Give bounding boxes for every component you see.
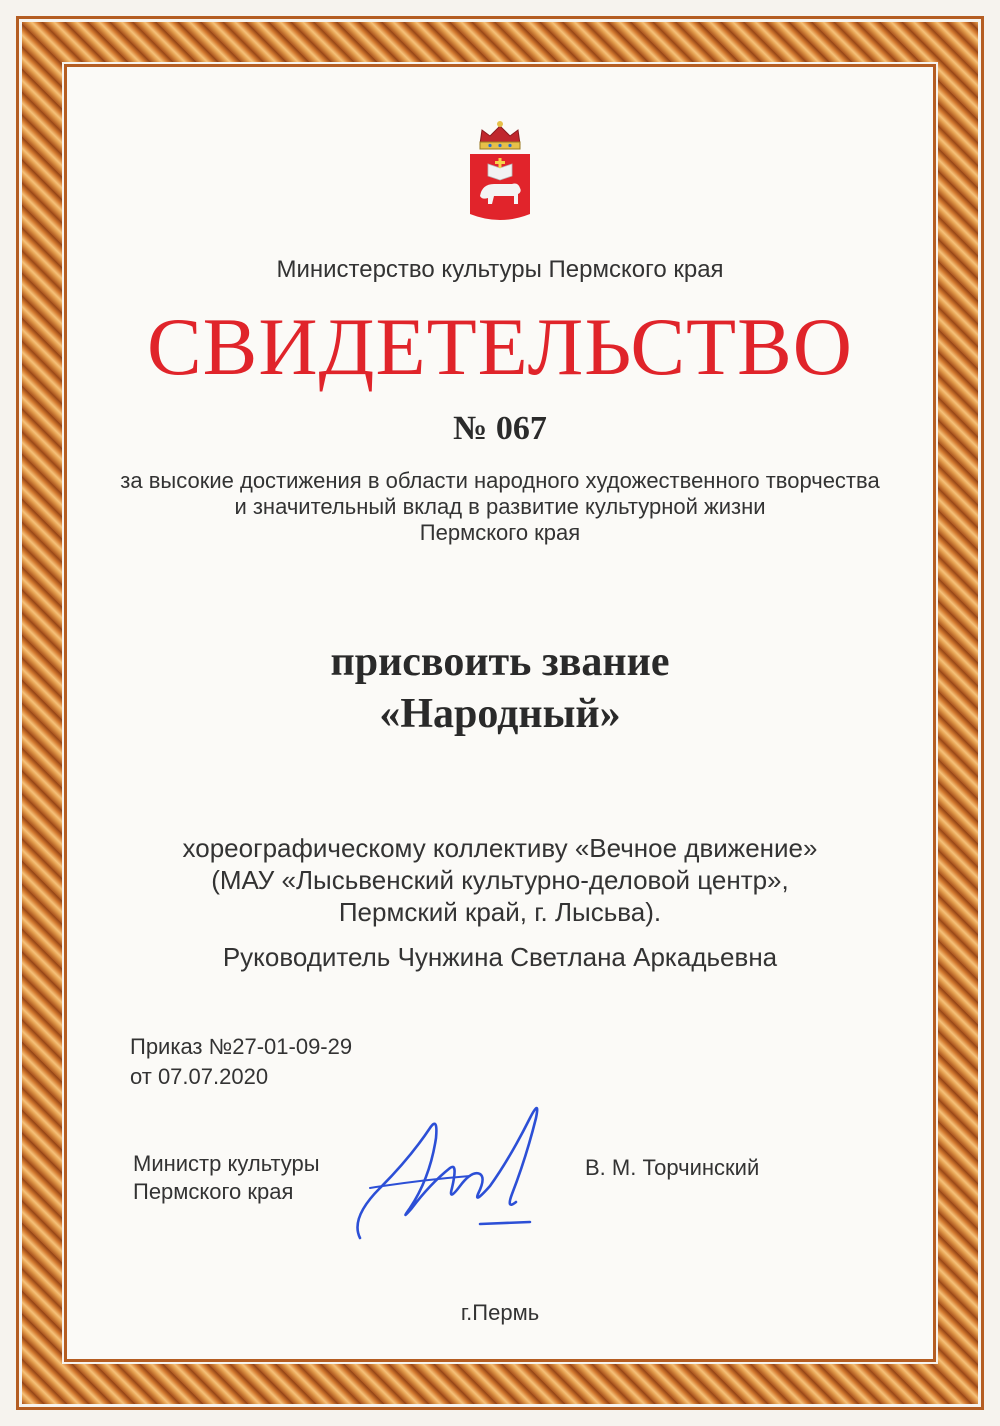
city-footer: г.Пермь — [460, 1300, 540, 1325]
recipient-block — [0, 832, 1000, 928]
ministry-name: Министерство культуры Пермского края — [276, 256, 724, 283]
award-reason — [0, 468, 1000, 546]
order-number: Приказ №27-01-09-29 — [130, 1034, 353, 1059]
award-statement — [0, 636, 1000, 740]
award-title: «Народный» — [379, 691, 621, 737]
order-date: от 07.07.2020 — [130, 1064, 269, 1089]
reason-line-3: Пермского края — [419, 520, 581, 545]
certificate-number: № 067 — [453, 410, 547, 447]
signatory-position-line-1: Министр культуры — [133, 1151, 320, 1176]
recipient-line-3: Пермский край, г. Лысьва). — [338, 897, 662, 927]
signatory-name: В. М. Торчинский — [585, 1155, 760, 1180]
recipient-head: Руководитель Чунжина Светлана Аркадьевна — [222, 942, 778, 972]
coat-of-arms-emblem — [464, 118, 536, 228]
recipient-line-2: (МАУ «Лысьвенский культурно-деловой центр», — [211, 865, 789, 895]
handwritten-signature — [340, 1098, 590, 1248]
reason-line-2: и значительный вклад в развитие культурной жизни — [234, 494, 766, 519]
award-line-1: присвоить звание — [330, 639, 670, 685]
signatory-position — [133, 1150, 320, 1206]
certificate-title: СВИДЕТЕЛЬСТВО — [146, 301, 854, 392]
signatory-position-line-2: Пермского края — [133, 1179, 294, 1204]
order-reference — [130, 1032, 352, 1092]
reason-line-1: за высокие достижения в области народного художественного творчества — [120, 468, 880, 493]
recipient-line-1: хореографическому коллективу «Вечное движение» — [182, 833, 818, 863]
